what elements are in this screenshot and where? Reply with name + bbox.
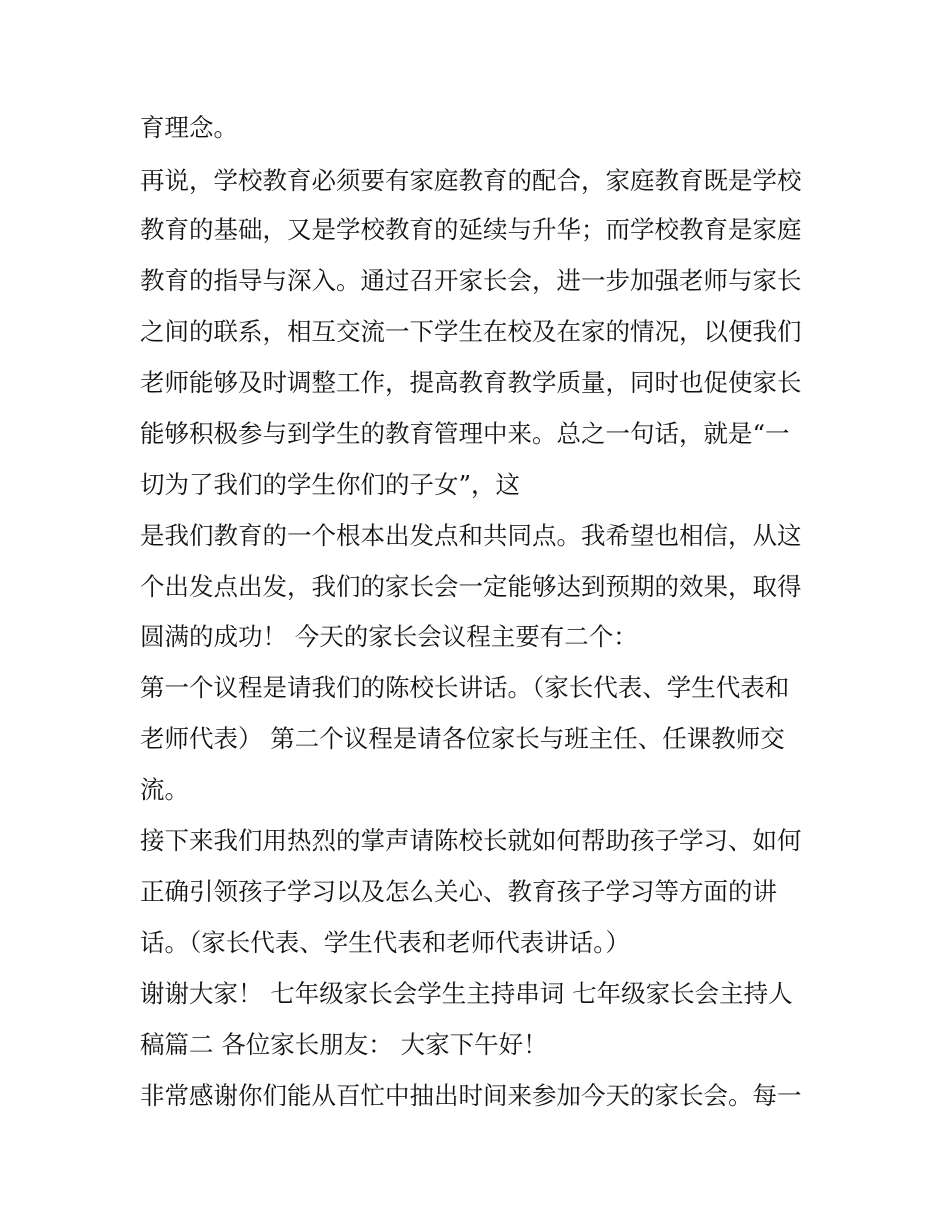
- text-line: 非常感谢你们能从百忙中抽出时间来参加今天的家长会。每一: [140, 1081, 802, 1110]
- text-line: 正确引领孩子学习以及怎么关心、教育孩子学习等方面的讲: [140, 877, 777, 906]
- text-line: 能够积极参与到学生的教育管理中来。总之一句话，就是“一: [140, 419, 790, 448]
- text-line: 之间的联系，相互交流一下学生在校及在家的情况，以便我们: [140, 317, 802, 346]
- text-line: 育理念。: [140, 113, 238, 142]
- text-line: 老师代表） 第二个议程是请各位家长与班主任、任课教师交: [140, 724, 785, 753]
- text-line: 老师能够及时调整工作，提高教育教学质量，同时也促使家长: [140, 368, 802, 397]
- text-line: 第一个议程是请我们的陈校长讲话。（家长代表、学生代表和: [140, 673, 790, 702]
- text-line: 再说，学校教育必须要有家庭教育的配合，家庭教育既是学校: [140, 166, 802, 195]
- text-line: 流。: [140, 775, 189, 804]
- text-line: 话。（家长代表、学生代表和老师代表讲话。）: [140, 928, 630, 957]
- text-line: 谢谢大家！ 七年级家长会学生主持串词 七年级家长会主持人: [140, 979, 793, 1008]
- text-line: 接下来我们用热烈的掌声请陈校长就如何帮助孩子学习、如何: [140, 826, 802, 855]
- text-line: 教育的基础，又是学校教育的延续与升华；而学校教育是家庭: [140, 215, 802, 244]
- text-line: 稿篇二 各位家长朋友： 大家下午好！: [140, 1030, 548, 1059]
- text-line: 教育的指导与深入。通过召开家长会，进一步加强老师与家长: [140, 266, 802, 295]
- text-line: 圆满的成功！ 今天的家长会议程主要有二个：: [140, 622, 638, 651]
- text-line: 是我们教育的一个根本出发点和共同点。我希望也相信，从这: [140, 521, 802, 550]
- text-line: 切为了我们的学生你们的子女”，这: [140, 470, 521, 499]
- text-line: 个出发点出发，我们的家长会一定能够达到预期的效果，取得: [140, 572, 802, 601]
